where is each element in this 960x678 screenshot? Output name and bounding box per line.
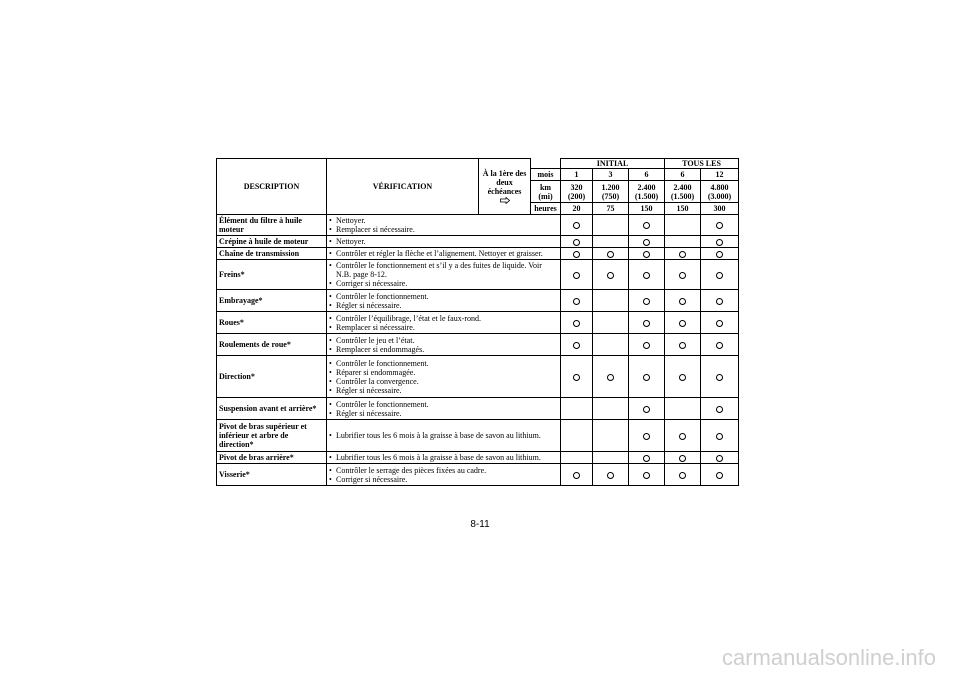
row-verification [327, 290, 561, 312]
interval-cell [701, 290, 739, 312]
circle-mark-icon [573, 251, 580, 258]
interval-cell [629, 452, 665, 464]
interval-cell [701, 398, 739, 420]
interval-cell [665, 464, 701, 486]
check-item: • Contrôler le fonctionnement. [329, 292, 558, 301]
interval-cell [629, 356, 665, 398]
interval-cell [593, 420, 629, 452]
check-item: • Contrôler le jeu et l’état. [329, 336, 558, 345]
interval-cell [561, 290, 593, 312]
interval-cell [665, 236, 701, 248]
interval-cell [629, 312, 665, 334]
circle-mark-icon [643, 298, 650, 305]
check-list [329, 249, 558, 258]
interval-cell [665, 290, 701, 312]
interval-cell [593, 452, 629, 464]
row-verification [327, 420, 561, 452]
circle-mark-icon [643, 320, 650, 327]
circle-mark-icon [643, 406, 650, 413]
row-verification [327, 215, 561, 236]
circle-mark-icon [716, 251, 723, 258]
circle-mark-icon [643, 222, 650, 229]
header-month: 6 [629, 169, 665, 181]
interval-cell [665, 312, 701, 334]
circle-mark-icon [716, 342, 723, 349]
interval-cell [665, 452, 701, 464]
arrow-right-icon [500, 197, 510, 204]
interval-cell [593, 236, 629, 248]
table-row [217, 312, 739, 334]
circle-mark-icon [679, 455, 686, 462]
circle-mark-icon [643, 251, 650, 258]
watermark: carmanualsonline.info [721, 645, 936, 670]
interval-cell [665, 356, 701, 398]
check-list [329, 400, 558, 418]
table-row [217, 248, 739, 260]
circle-mark-icon [716, 472, 723, 479]
check-item: • Remplacer si nécessaire. [329, 225, 558, 234]
check-list [329, 261, 558, 288]
header-hours-label: heures [531, 203, 561, 215]
interval-cell [561, 260, 593, 290]
row-description: Chaîne de transmission [217, 248, 327, 260]
circle-mark-icon [607, 374, 614, 381]
check-item: • Contrôler le fonctionnement. [329, 400, 558, 409]
header-km: 320 (200) [561, 181, 593, 203]
circle-mark-icon [573, 472, 580, 479]
check-list [329, 359, 558, 395]
table-body [217, 215, 739, 486]
header-month: 1 [561, 169, 593, 181]
check-list [329, 216, 558, 234]
interval-cell [701, 236, 739, 248]
interval-cell [701, 420, 739, 452]
row-description: Élément du filtre à huile moteur [217, 215, 327, 236]
table-row [217, 452, 739, 464]
table-row [217, 260, 739, 290]
circle-mark-icon [716, 272, 723, 279]
interval-cell [561, 248, 593, 260]
header-month: 3 [593, 169, 629, 181]
row-verification [327, 452, 561, 464]
check-list [329, 314, 558, 332]
interval-cell [593, 290, 629, 312]
circle-mark-icon [679, 320, 686, 327]
check-item: • Contrôler l’équilibrage, l’état et le faux-rond. [329, 314, 558, 323]
circle-mark-icon [643, 272, 650, 279]
circle-mark-icon [716, 433, 723, 440]
circle-mark-icon [643, 342, 650, 349]
row-description: Pivot de bras supérieur et inférieur et arbre de direction* [217, 420, 327, 452]
interval-cell [629, 215, 665, 236]
row-verification [327, 398, 561, 420]
check-item: • Lubrifier tous les 6 mois à la graisse à base de savon au lithium. [329, 453, 558, 462]
circle-mark-icon [573, 272, 580, 279]
row-description: Direction* [217, 356, 327, 398]
check-item: • Contrôler la convergence. [329, 377, 558, 386]
interval-cell [561, 236, 593, 248]
table-row [217, 290, 739, 312]
interval-cell [629, 464, 665, 486]
interval-cell [561, 420, 593, 452]
interval-cell [561, 464, 593, 486]
interval-cell [629, 236, 665, 248]
interval-cell [561, 334, 593, 356]
circle-mark-icon [643, 433, 650, 440]
header-km-label: km (mi) [531, 181, 561, 203]
check-item: • Nettoyer. [329, 237, 558, 246]
check-item: • Lubrifier tous les 6 mois à la graisse à base de savon au lithium. [329, 431, 558, 440]
circle-mark-icon [607, 472, 614, 479]
table-row [217, 356, 739, 398]
check-item: • Contrôler le serrage des pièces fixées au cadre. [329, 466, 558, 475]
circle-mark-icon [643, 239, 650, 246]
header-corner [531, 159, 561, 169]
header-km: 1.200 (750) [593, 181, 629, 203]
table-row [217, 464, 739, 486]
header-km: 2.400 (1.500) [629, 181, 665, 203]
interval-cell [561, 356, 593, 398]
interval-cell [593, 312, 629, 334]
interval-cell [665, 398, 701, 420]
interval-cell [701, 215, 739, 236]
row-description: Freins* [217, 260, 327, 290]
interval-cell [561, 452, 593, 464]
header-months-label: mois [531, 169, 561, 181]
table-row [217, 420, 739, 452]
check-item: • Contrôler le fonctionnement et s’il y a des fuites de liquide. Voir N.B. page 8-12. [329, 261, 558, 279]
circle-mark-icon [607, 272, 614, 279]
interval-cell [701, 312, 739, 334]
interval-cell [593, 260, 629, 290]
row-description: Pivot de bras arrière* [217, 452, 327, 464]
row-description: Roulements de roue* [217, 334, 327, 356]
check-item: • Corriger si nécessaire. [329, 475, 558, 484]
first-due-label: À la 1ère des deux échéances [482, 169, 527, 196]
check-item: • Corriger si nécessaire. [329, 279, 558, 288]
circle-mark-icon [679, 374, 686, 381]
check-item: • Régler si nécessaire. [329, 386, 558, 395]
header-hours: 75 [593, 203, 629, 215]
interval-cell [629, 290, 665, 312]
interval-cell [593, 464, 629, 486]
row-verification [327, 312, 561, 334]
interval-cell [665, 248, 701, 260]
header-hours: 150 [629, 203, 665, 215]
table-row [217, 236, 739, 248]
interval-cell [593, 334, 629, 356]
header-verification: VÉRIFICATION [327, 159, 479, 215]
header-description: DESCRIPTION [217, 159, 327, 215]
interval-cell [701, 356, 739, 398]
check-item: • Contrôler le fonctionnement. [329, 359, 558, 368]
row-description: Embrayage* [217, 290, 327, 312]
interval-cell [701, 452, 739, 464]
circle-mark-icon [573, 374, 580, 381]
check-item: • Remplacer si nécessaire. [329, 323, 558, 332]
circle-mark-icon [716, 222, 723, 229]
check-item: • Réparer si endommagée. [329, 368, 558, 377]
check-list [329, 237, 558, 246]
interval-cell [593, 248, 629, 260]
circle-mark-icon [573, 342, 580, 349]
circle-mark-icon [679, 342, 686, 349]
check-list [329, 336, 558, 354]
check-item: • Remplacer si endommagés. [329, 345, 558, 354]
interval-cell [665, 260, 701, 290]
row-verification [327, 260, 561, 290]
header-km: 4.800 (3.000) [701, 181, 739, 203]
header-every: TOUS LES [665, 159, 739, 169]
row-verification [327, 334, 561, 356]
circle-mark-icon [607, 251, 614, 258]
header-hours: 20 [561, 203, 593, 215]
interval-cell [593, 356, 629, 398]
circle-mark-icon [716, 455, 723, 462]
circle-mark-icon [643, 472, 650, 479]
interval-cell [665, 334, 701, 356]
circle-mark-icon [679, 251, 686, 258]
header-month: 12 [701, 169, 739, 181]
check-list [329, 431, 558, 440]
interval-cell [701, 334, 739, 356]
circle-mark-icon [716, 374, 723, 381]
page-number: 8-11 [470, 519, 490, 530]
interval-cell [701, 260, 739, 290]
table-row [217, 215, 739, 236]
check-item: • Contrôler et régler la flèche et l’alignement. Nettoyer et graisser. [329, 249, 558, 258]
circle-mark-icon [573, 298, 580, 305]
interval-cell [561, 312, 593, 334]
circle-mark-icon [716, 239, 723, 246]
interval-cell [701, 248, 739, 260]
circle-mark-icon [716, 406, 723, 413]
row-description: Roues* [217, 312, 327, 334]
circle-mark-icon [679, 298, 686, 305]
interval-cell [593, 215, 629, 236]
circle-mark-icon [679, 272, 686, 279]
interval-cell [665, 215, 701, 236]
interval-cell [629, 420, 665, 452]
table-row [217, 398, 739, 420]
circle-mark-icon [573, 320, 580, 327]
circle-mark-icon [573, 239, 580, 246]
circle-mark-icon [716, 298, 723, 305]
interval-cell [701, 464, 739, 486]
interval-cell [593, 398, 629, 420]
row-verification [327, 356, 561, 398]
header-hours: 300 [701, 203, 739, 215]
row-verification [327, 248, 561, 260]
interval-cell [629, 398, 665, 420]
row-verification [327, 236, 561, 248]
interval-cell [665, 420, 701, 452]
row-description: Crépine à huile de moteur [217, 236, 327, 248]
header-hours: 150 [665, 203, 701, 215]
circle-mark-icon [679, 433, 686, 440]
check-item: • Nettoyer. [329, 216, 558, 225]
header-initial: INITIAL [561, 159, 665, 169]
check-list [329, 453, 558, 462]
table-header [217, 159, 739, 215]
row-description: Visserie* [217, 464, 327, 486]
interval-cell [629, 334, 665, 356]
circle-mark-icon [643, 455, 650, 462]
header-km: 2.400 (1.500) [665, 181, 701, 203]
circle-mark-icon [679, 472, 686, 479]
check-list [329, 292, 558, 310]
row-description: Suspension avant et arrière* [217, 398, 327, 420]
maintenance-table [216, 158, 739, 486]
header-first-due [479, 159, 531, 215]
check-list [329, 466, 558, 484]
interval-cell [561, 215, 593, 236]
circle-mark-icon [643, 374, 650, 381]
interval-cell [629, 260, 665, 290]
row-verification [327, 464, 561, 486]
check-item: • Régler si nécessaire. [329, 409, 558, 418]
table-row [217, 334, 739, 356]
circle-mark-icon [716, 320, 723, 327]
header-month: 6 [665, 169, 701, 181]
check-item: • Régler si nécessaire. [329, 301, 558, 310]
interval-cell [629, 248, 665, 260]
circle-mark-icon [573, 222, 580, 229]
interval-cell [561, 398, 593, 420]
